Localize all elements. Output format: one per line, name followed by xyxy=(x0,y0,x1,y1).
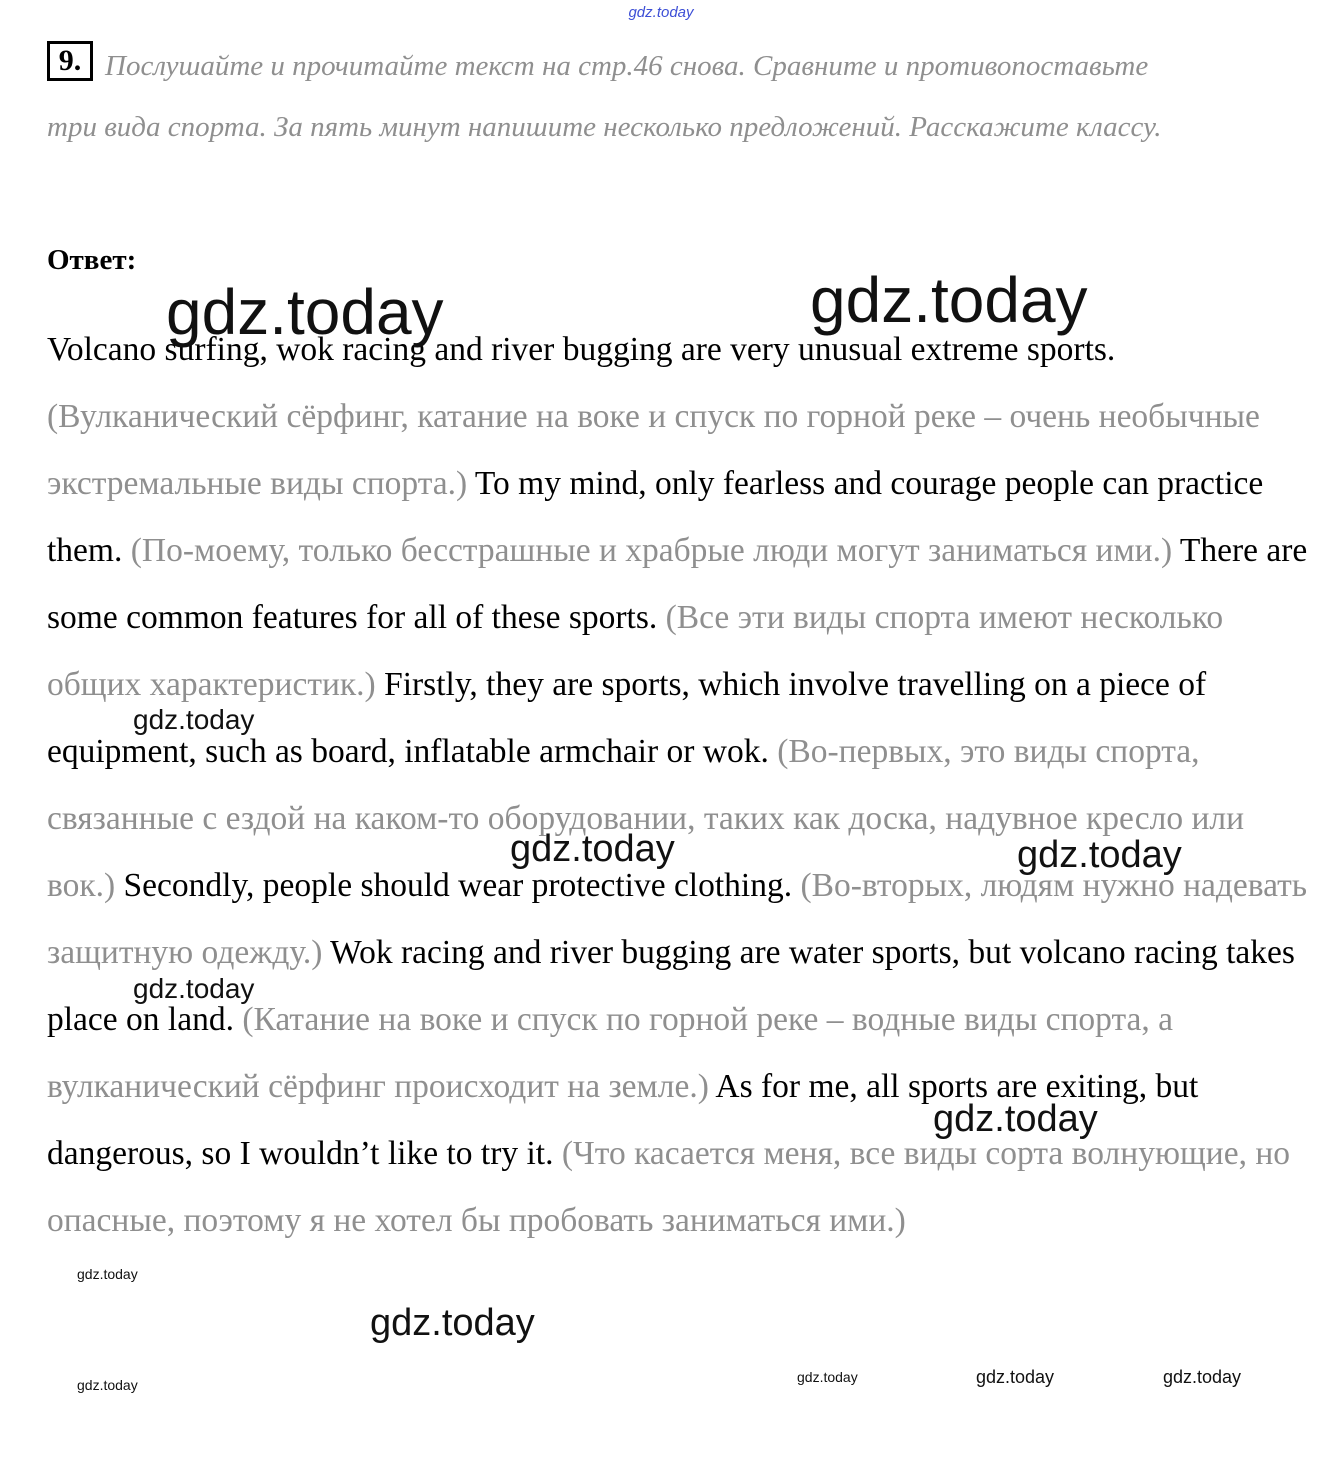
watermark: gdz.today xyxy=(133,704,255,735)
translation-ru: (Вулканический сёрфинг, катание на воке и спуск по горной реке – очень необычные экстремальные виды спорта.) xyxy=(47,398,1260,502)
translation-ru: (Все эти виды спорта имеют несколько общих характеристик.) xyxy=(47,599,1224,703)
watermark: gdz.today xyxy=(1163,1367,1242,1387)
translation-ru: (Во-вторых, людям нужно надевать защитную одежду.) xyxy=(47,867,1308,971)
watermark: gdz.today xyxy=(77,1266,138,1282)
translation-ru: (Катание на воке и спуск по горной реке – водные виды спорта, а вулканический сёрфинг происходит на земле.) xyxy=(47,1001,1174,1105)
watermark: gdz.today xyxy=(797,1369,858,1385)
watermark: gdz.today xyxy=(976,1367,1055,1387)
translation-ru: (По-моему, только бесстрашные и храбрые люди могут заниматься ими.) xyxy=(130,532,1173,569)
header-watermark: gdz.today xyxy=(628,4,694,21)
sentence-en: Firstly, they are sports, which involve travelling on a piece of equipment, such as board, inflatable armchair or wok. xyxy=(47,666,1207,770)
watermark: gdz.today xyxy=(133,973,255,1004)
sentence-en: There are some common features for all of these sports. xyxy=(47,532,1308,636)
watermark: gdz.today xyxy=(1017,834,1182,876)
watermark: gdz.today xyxy=(933,1098,1098,1140)
watermark: gdz.today xyxy=(77,1377,138,1393)
task-number: 9. xyxy=(47,41,93,81)
translation-ru: (Во-первых, это виды спорта, связанные с ездой на каком-то оборудовании, таких как доска, надувное кресло или вок.) xyxy=(47,733,1245,904)
sentence-en: Wok racing and river bugging are water sports, but volcano racing takes place on land. xyxy=(47,934,1295,1038)
watermark: gdz.today xyxy=(370,1302,535,1344)
sentence-en: Volcano surfing, wok racing and river bugging are very unusual extreme sports. xyxy=(47,331,1116,368)
answer-text xyxy=(47,316,1309,1254)
sentence-en: Secondly, people should wear protective clothing. xyxy=(123,867,793,904)
answer-label: Ответ: xyxy=(47,244,137,276)
translation-ru: (Что касается меня, все виды сорта волнующие, но опасные, поэтому я не хотел бы пробовать заниматься ими.) xyxy=(47,1135,1290,1239)
sentence-en: To my mind, only fearless and courage people can practice them. xyxy=(47,465,1264,569)
watermark: gdz.today xyxy=(510,828,675,870)
sentence-en: As for me, all sports are exiting, but dangerous, so I wouldn’t like to try it. xyxy=(47,1068,1199,1172)
watermark: gdz.today xyxy=(810,264,1088,336)
task-instruction: Послушайте и прочитайте текст на стр.46 снова. Сравните и противопоставьте три вида спорта. За пять минут напишите несколько предложений. Расскажите классу. xyxy=(47,50,1162,143)
watermark: gdz.today xyxy=(166,276,444,348)
